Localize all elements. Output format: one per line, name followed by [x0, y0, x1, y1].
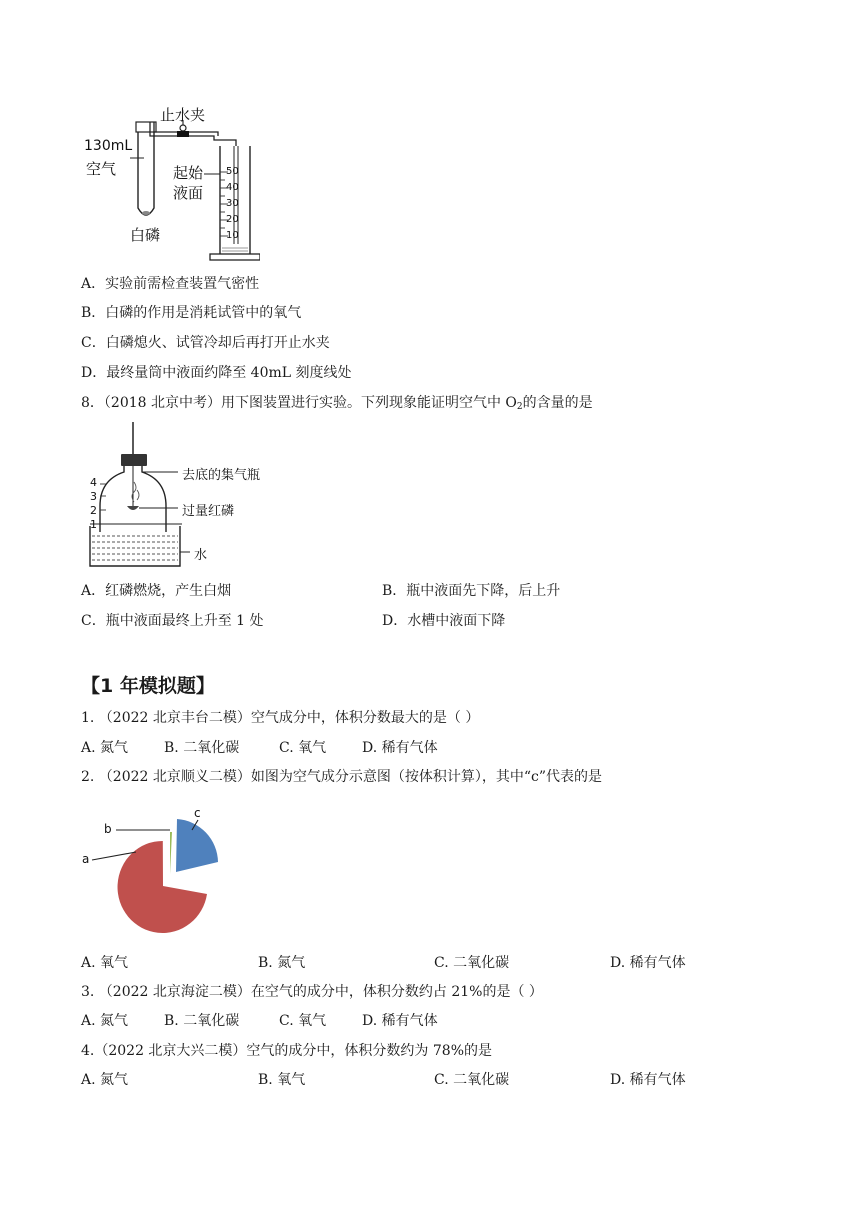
cylinder-tick-20: 20: [226, 214, 239, 225]
mock-q4-option-c: C. 二氧化碳: [434, 1072, 510, 1088]
mock-q3-option-a: A. 氮气: [81, 1013, 129, 1029]
label-excess-red-phosphorus: 过量红磷: [182, 504, 235, 519]
mock-q2-stem: 2. （2022 北京顺义二模）如图为空气成分示意图（按体积计算），其中“c”代表的是: [81, 769, 603, 785]
scale-label-4: 4: [90, 476, 97, 489]
label-air-volume: 130mL: [84, 138, 133, 154]
pie-slice-b: [170, 832, 172, 874]
mock-q1-option-d: D. 稀有气体: [362, 740, 438, 756]
mock-q2-option-d: D. 稀有气体: [610, 955, 686, 971]
cylinder-tick-30: 30: [226, 198, 239, 209]
scale-label-1: 1: [90, 518, 97, 531]
mock-q1-option-b: B. 二氧化碳: [164, 740, 240, 756]
label-water: 水: [194, 548, 208, 563]
q8-option-a: A．红磷燃烧，产生白烟: [81, 583, 232, 599]
figure-bell-jar-apparatus: [86, 420, 276, 570]
cylinder-tick-40: 40: [226, 182, 239, 193]
mock-q3-option-b: B. 二氧化碳: [164, 1013, 240, 1029]
q7-option-b: B．白磷的作用是消耗试管中的氧气: [81, 305, 302, 321]
pie-label-c: c: [194, 806, 201, 820]
label-air: 空气: [86, 160, 117, 178]
air-composition-pie-figure: [78, 806, 238, 950]
label-clamp: 止水夹: [160, 106, 206, 124]
q8-stem: 8．（2018 北京中考）用下图装置进行实验。下列现象能证明空气中 $O_2$的含量的是: [81, 395, 593, 412]
mock-q1-option-a: A. 氮气: [81, 740, 129, 756]
q8-option-d: D．水槽中液面下降: [382, 613, 506, 629]
mock-q2-option-c: C. 二氧化碳: [434, 955, 510, 971]
mock-q2-option-a: A. 氧气: [81, 955, 129, 971]
q8-option-c: C．瓶中液面最终上升至 1 处: [81, 613, 264, 629]
q8-option-b: B．瓶中液面先下降，后上升: [382, 583, 561, 599]
q7-option-d: D．最终量筒中液面约降至 40mL 刻度线处: [81, 365, 352, 381]
mock-q3-stem: 3. （2022 北京海淀二模）在空气的成分中，体积分数约占 21%的是（ ）: [81, 984, 543, 1000]
mock-q1-stem: 1. （2022 北京丰台二模）空气成分中，体积分数最大的是（ ）: [81, 710, 480, 726]
mock-q1-option-c: C. 氧气: [279, 740, 327, 756]
label-bottomless-bottle: 去底的集气瓶: [182, 468, 261, 483]
mock-q2-option-b: B. 氮气: [258, 955, 306, 971]
bell-jar-drawing: [86, 420, 276, 570]
pie-label-a: a: [82, 852, 90, 866]
mock-q3-option-d: D. 稀有气体: [362, 1013, 438, 1029]
label-start-level-2: 液面: [173, 184, 204, 202]
q7-option-a: A．实验前需检查装置气密性: [81, 276, 260, 292]
scale-label-3: 3: [90, 490, 97, 503]
cylinder-tick-10: 10: [226, 230, 239, 241]
mock-q4-option-a: A. 氮气: [81, 1072, 129, 1088]
mock-q4-stem: 4.（2022 北京大兴二模）空气的成分中，体积分数约为 78%的是: [81, 1043, 493, 1059]
cylinder-tick-50: 50: [226, 166, 239, 177]
mock-q4-option-d: D. 稀有气体: [610, 1072, 686, 1088]
label-start-level-1: 起始: [173, 164, 204, 182]
q7-option-c: C．白磷熄火、试管冷却后再打开止水夹: [81, 335, 330, 351]
pie-label-b: b: [104, 822, 112, 836]
mock-q3-option-c: C. 氧气: [279, 1013, 327, 1029]
mock-q4-option-b: B. 氧气: [258, 1072, 306, 1088]
label-white-phosphorus: 白磷: [130, 226, 161, 244]
section-heading: 【1 年模拟题】: [81, 675, 215, 697]
pie-slice-c: [176, 819, 218, 872]
figure-test-tube-apparatus: [80, 106, 260, 266]
scale-label-2: 2: [90, 504, 97, 517]
air-composition-pie: [78, 810, 238, 950]
